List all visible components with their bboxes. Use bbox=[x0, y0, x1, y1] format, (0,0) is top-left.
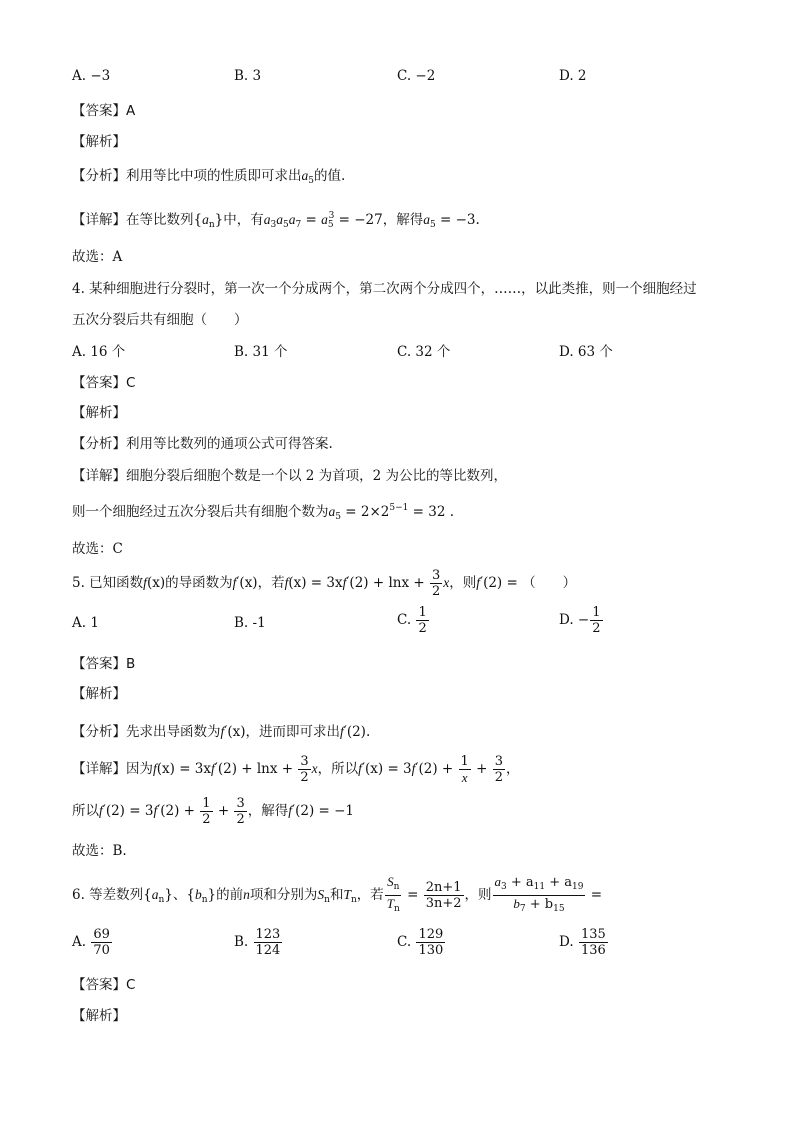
q5-analysis-header: 【解析】 bbox=[72, 686, 126, 702]
q4-conclusion: 故选：C bbox=[72, 541, 123, 557]
q6-stem: 6. 等差数列$\{a_n\}$、$\{b_n\}$的前n项和分别为$S_n$和$T_n$，若 $\frac{S_n}{T_n}$ = $\frac{2n+1}{3n+2}$ ，则 $\frac{a_3 + a_{11} + a_{19}}{b_7 + b_{15}}$ = bbox=[72, 874, 603, 914]
q4-option-a: A. 16 个 bbox=[72, 344, 126, 360]
q3-analysis-header: 【解析】 bbox=[72, 134, 126, 150]
q5-option-b: B. -1 bbox=[234, 615, 266, 631]
q4-stem-line2: 五次分裂后共有细胞（ ） bbox=[72, 312, 248, 328]
q5-option-a: A. 1 bbox=[72, 615, 99, 631]
q4-analysis-header: 【解析】 bbox=[72, 405, 126, 421]
q6-option-c: C. $\frac{129}{130}$ bbox=[397, 927, 444, 958]
q6-option-d: D. $\frac{135}{136}$ bbox=[559, 927, 606, 958]
q4-fenxi: 【分析】利用等比数列的通项公式可得答案. bbox=[72, 436, 333, 452]
q6-analysis-header: 【解析】 bbox=[72, 1008, 126, 1024]
q5-xiangjie-line1: 【详解】因为f(x) = 3xf′(2) + lnx + $\frac{3}{2}$ x，所以f′(x) = 3f′(2) + $\frac{1}{x}$ + $\frac{3}{2}$ ， bbox=[72, 754, 520, 785]
q5-stem: 5. 已知函数f(x)的导函数为f′(x)，若f(x) = 3xf′(2) + lnx + $\frac{3}{2}$ x，则f′(2) = （ ） bbox=[72, 568, 577, 599]
q5-conclusion: 故选：B. bbox=[72, 843, 127, 859]
q4-stem-line1: 4. 某种细胞进行分裂时，第一次一个分成两个，第二次两个分成四个，……，以此类推，则一个细胞经过 bbox=[72, 281, 697, 297]
q4-option-b: B. 31 个 bbox=[234, 344, 288, 360]
q4-option-d: D. 63 个 bbox=[559, 344, 613, 360]
q6-option-b: B. $\frac{123}{124}$ bbox=[234, 927, 281, 958]
q5-fenxi: 【分析】先求出导函数为f′(x)，进而即可求出f′(2). bbox=[72, 724, 371, 740]
q3-option-a: A. −3 bbox=[72, 68, 111, 84]
q5-option-c: C. $\frac{1}{2}$ bbox=[397, 605, 427, 636]
q5-xiangjie-line2: 所以f′(2) = 3f′(2) + $\frac{1}{2}$ + $\frac{3}{2}$ ，解得f′(2) = −1 bbox=[72, 796, 355, 827]
q6-option-a: A. $\frac{69}{70}$ bbox=[72, 927, 110, 958]
q3-option-b: B. 3 bbox=[234, 68, 262, 84]
q5-option-d: D. − $\frac{1}{2}$ bbox=[559, 605, 601, 636]
q3-conclusion: 故选：A bbox=[72, 249, 123, 265]
q3-option-d: D. 2 bbox=[559, 68, 587, 84]
q3-xiangjie: 【详解】在等比数列$\{a_n\}$中，有$a_3a_5a_7 = a_5^3 = -27$，解得$a_5 = -3$. bbox=[72, 211, 480, 230]
q5-answer: 【答案】B bbox=[72, 656, 136, 672]
q3-answer: 【答案】A bbox=[72, 103, 136, 119]
q3-fenxi: 【分析】利用等比中项的性质即可求出$a_5$的值. bbox=[72, 168, 346, 186]
q4-option-c: C. 32 个 bbox=[397, 344, 451, 360]
q4-xiangjie-line2: 则一个细胞经过五次分裂后共有细胞个数为$a_5 = 2\times 2^{5-1} = 32$ . bbox=[72, 503, 455, 522]
q4-xiangjie-line1: 【详解】细胞分裂后细胞个数是一个以 2 为首项，2 为公比的等比数列， bbox=[72, 468, 508, 484]
q3-option-c: C. −2 bbox=[397, 68, 436, 84]
q6-answer: 【答案】C bbox=[72, 977, 136, 993]
q4-answer: 【答案】C bbox=[72, 375, 136, 391]
